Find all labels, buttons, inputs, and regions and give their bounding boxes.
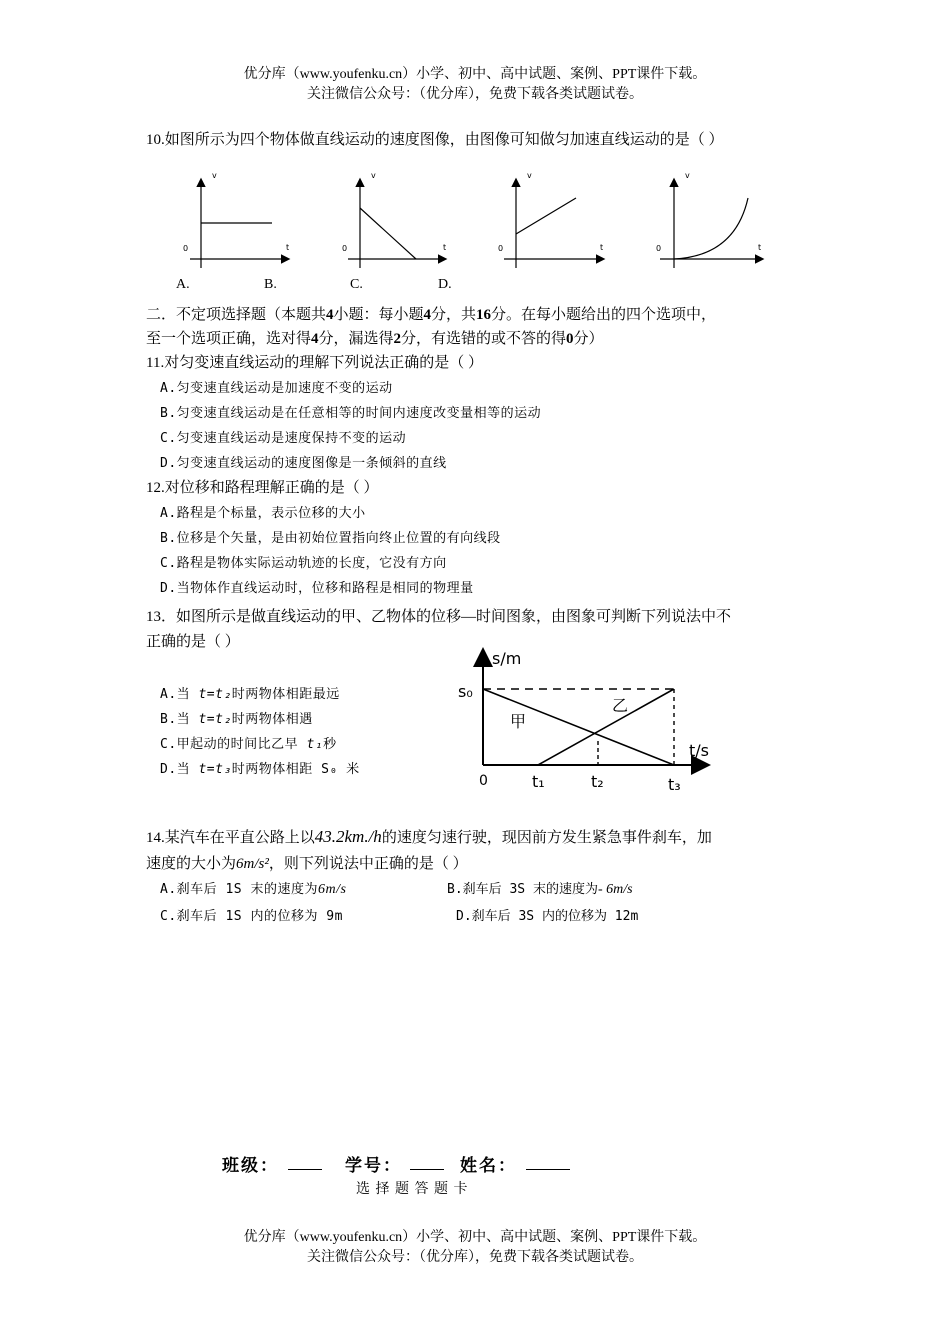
q14-option-b: B.刹车后 3S 末的速度为- 6m/s xyxy=(447,882,633,897)
graph-d-t: t xyxy=(758,243,762,252)
graph-a-t: t xyxy=(286,243,290,252)
graph-yi: 乙 xyxy=(612,696,629,715)
q14-option-c: C.刹车后 1S 内的位移为 9m xyxy=(160,909,343,924)
section2-line-2: 至一个选项正确，选对得4分，漏选得2分，有选错的或不答的得0分） xyxy=(146,331,604,347)
footer-line-2: 关注微信公众号：（优分库），免费下载各类试题试卷。 xyxy=(307,1250,643,1265)
student-id-blank[interactable] xyxy=(410,1155,444,1170)
graph-b-v: v xyxy=(371,171,376,180)
q12-option-d: D.当物体作直线运动时，位移和路程是相同的物理量 xyxy=(160,581,474,596)
q13-option-d: D.当 t=t₃时两物体相距 S₀ 米 xyxy=(160,762,360,777)
graph-d-0: 0 xyxy=(656,244,662,253)
q11-option-b: B.匀变速直线运动是在任意相等的时间内速度改变量相等的运动 xyxy=(160,406,542,421)
graph-jia: 甲 xyxy=(510,712,527,731)
answer-card-title: 选 择 题 答 题 卡 xyxy=(356,1182,469,1197)
name-label: 姓名： xyxy=(460,1156,517,1176)
graph-x-label: t/s xyxy=(689,741,709,760)
class-blank[interactable] xyxy=(288,1155,322,1170)
graph-c-0: 0 xyxy=(498,244,504,253)
q13-option-a: A.当 t=t₂时两物体相距最远 xyxy=(160,687,340,702)
q11-text: 11.对匀变速直线运动的理解下列说法正确的是（ ） xyxy=(146,355,483,371)
graph-d-v: v xyxy=(685,171,690,180)
graph-a xyxy=(183,171,289,268)
graph-t1: t₁ xyxy=(532,772,545,791)
graph-origin: 0 xyxy=(479,773,488,789)
q12-text: 12.对位移和路程理解正确的是（ ） xyxy=(146,480,379,496)
q13-option-c: C.甲起动的时间比乙早 t₁秒 xyxy=(160,737,337,752)
graph-t3: t₃ xyxy=(668,775,681,794)
header-line-1: 优分库（www.youfenku.cn）小学、初中、高中试题、案例、PPT课件下载。 xyxy=(243,67,707,82)
q10-graphs xyxy=(0,168,950,288)
class-label: 班级： xyxy=(222,1156,279,1176)
q10-label-d: D. xyxy=(438,277,452,292)
q10-label-c: C. xyxy=(350,277,363,292)
graph-c-v: v xyxy=(527,171,532,180)
q13-line-1: 13．如图所示是做直线运动的甲、乙物体的位移—时间图象，由图象可判断下列说法中不 xyxy=(146,609,732,625)
graph-b-0: 0 xyxy=(342,244,348,253)
name-blank[interactable] xyxy=(526,1155,570,1170)
q12-option-a: A.路程是个标量，表示位移的大小 xyxy=(160,506,366,521)
graph-s0: s₀ xyxy=(458,682,473,701)
graph-a-0: 0 xyxy=(183,244,189,253)
graph-t2: t₂ xyxy=(591,772,604,791)
q14-option-a: A.刹车后 1S 末的速度为6m/s xyxy=(160,882,347,897)
q10-text: 10.如图所示为四个物体做直线运动的速度图像，由图像可知做匀加速直线运动的是（ ） xyxy=(146,132,724,148)
graph-d xyxy=(656,171,762,268)
graph-c-t: t xyxy=(600,243,604,252)
q11-option-d: D.匀变速直线运动的速度图像是一条倾斜的直线 xyxy=(160,456,447,471)
header-line-2: 关注微信公众号：（优分库），免费下载各类试题试卷。 xyxy=(307,87,643,102)
q14-line-2: 速度的大小为6m/s²，则下列说法中正确的是（ ） xyxy=(146,856,468,872)
student-id-label: 学号： xyxy=(345,1156,402,1176)
q11-option-c: C.匀变速直线运动是速度保持不变的运动 xyxy=(160,431,407,446)
q12-option-b: B.位移是个矢量，是由初始位置指向终止位置的有向线段 xyxy=(160,531,501,546)
q11-option-a: A.匀变速直线运动是加速度不变的运动 xyxy=(160,381,393,396)
q10-label-b: B. xyxy=(264,277,277,292)
q10-label-a: A. xyxy=(176,277,190,292)
q14-line-1: 14.某汽车在平直公路上以43.2km./h的速度匀速行驶，现因前方发生紧急事件刹车，加 xyxy=(146,827,712,846)
graph-b-t: t xyxy=(443,243,447,252)
q12-option-c: C.路程是物体实际运动轨迹的长度，它没有方向 xyxy=(160,556,447,571)
footer-line-1: 优分库（www.youfenku.cn）小学、初中、高中试题、案例、PPT课件下载。 xyxy=(243,1230,707,1245)
graph-y-label: s/m xyxy=(492,649,522,668)
section2-line-1: 二．不定项选择题（本题共4小题：每小题4分，共16分。在每小题给出的四个选项中， xyxy=(146,307,717,323)
q14-option-d: D.刹车后 3S 内的位移为 12m xyxy=(456,909,639,924)
q13-option-b: B.当 t=t₂时两物体相遇 xyxy=(160,712,313,727)
graph-a-v: v xyxy=(212,171,217,180)
graph-b xyxy=(342,171,446,268)
graph-c xyxy=(498,171,603,268)
q13-line-2: 正确的是（ ） xyxy=(146,634,240,650)
q13-st-graph xyxy=(452,645,742,800)
